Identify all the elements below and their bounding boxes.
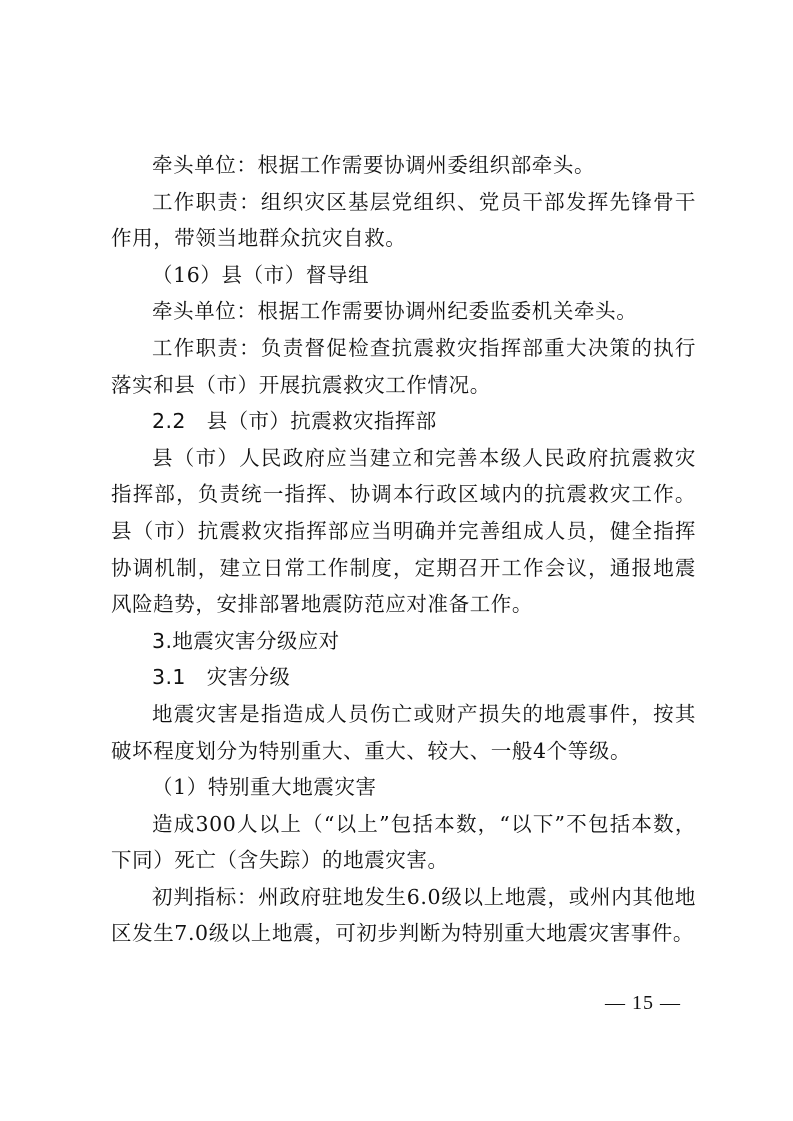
paragraph-disaster-definition: 地震灾害是指造成人员伤亡或财产损失的地震事件，按其破坏程度划分为特别重大、重大、较大、一般4个等级。 (111, 701, 696, 763)
paragraph-lead-unit-organization: 牵头单位：根据工作需要协调州委组织部牵头。 (152, 153, 596, 177)
document-body (111, 147, 696, 952)
paragraph-county-command: 县（市）人民政府应当建立和完善本级人民政府抗震救灾指挥部，负责统一指挥、协调本行政区域内的抗震救灾工作。县（市）抗震救灾指挥部应当明确并完善组成人员，健全指挥协调机制，建立日常工作制度，定期召开工作会议，通报地震风险趋势，安排部署地震防范应对准备工作。 (111, 445, 696, 617)
paragraph-level-1-title: （1）特别重大地震灾害 (152, 775, 377, 800)
section-heading-3: 3.地震灾害分级应对 (152, 628, 340, 653)
page-number: — 15 — (605, 992, 681, 1014)
paragraph-duty-organization: 工作职责：组织灾区基层党组织、党员干部发挥先锋骨干作用，带领当地群众抗灾自救。 (111, 189, 696, 251)
paragraph-lead-unit-discipline: 牵头单位：根据工作需要协调州纪委监委机关牵头。 (152, 299, 638, 324)
paragraph-duty-supervision: 工作职责：负责督促检查抗震救灾指挥部重大决策的执行落实和县（市）开展抗震救灾工作情况。 (111, 335, 696, 397)
section-heading-2-2: 2.2 县（市）抗震救灾指挥部 (152, 409, 437, 434)
paragraph-county-supervision-group: （16）县（市）督导组 (152, 262, 370, 287)
paragraph-level-1-casualties: 造成300人以上（“以上”包括本数，“以下”不包括本数，下同）死亡（含失踪）的地震灾害。 (111, 811, 696, 873)
section-heading-3-1: 3.1 灾害分级 (152, 665, 291, 690)
paragraph-level-1-indicator: 初判指标：州政府驻地发生6.0级以上地震，或州内其他地区发生7.0级以上地震，可初步判断为特别重大地震灾害事件。 (111, 884, 696, 946)
